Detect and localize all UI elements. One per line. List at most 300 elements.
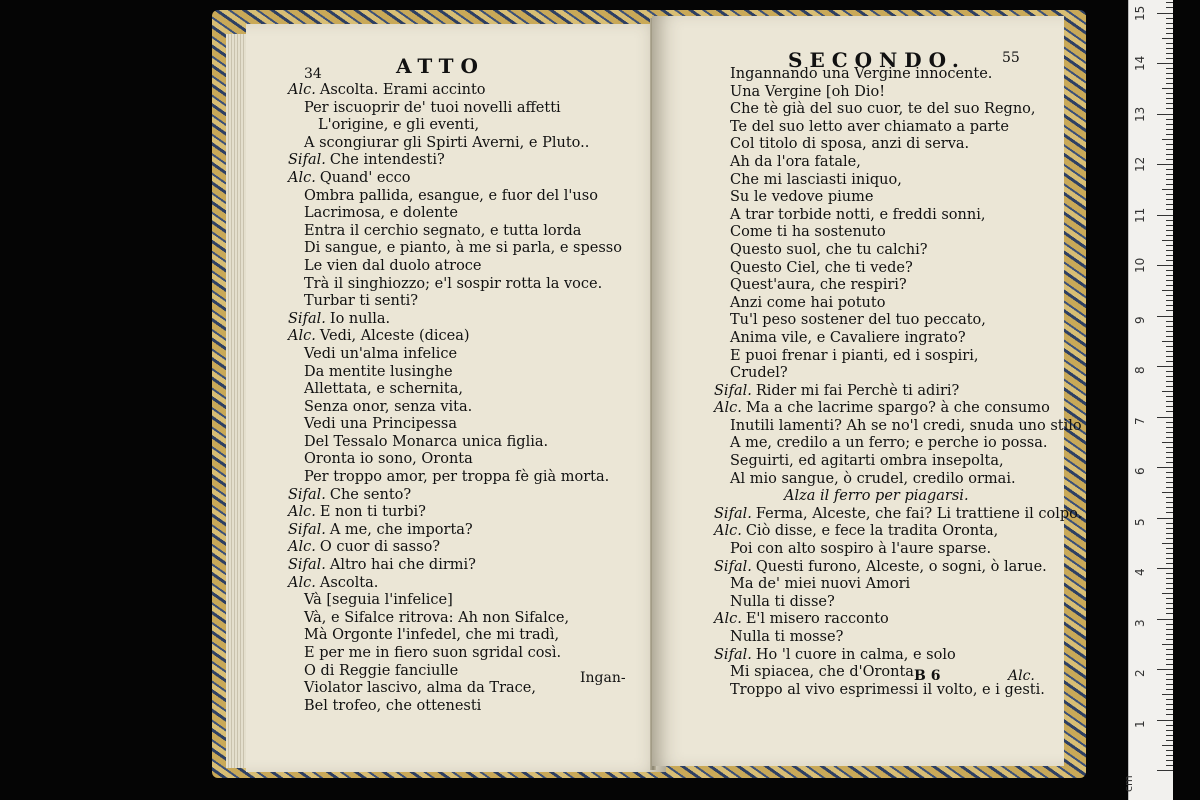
line-text: Alza il ferro per piagarsi. <box>784 488 969 505</box>
line-text: Mi spiacea, che d'Oronta <box>730 664 914 681</box>
speaker-label: Sifal. <box>288 310 326 327</box>
speaker-label: Alc. <box>714 523 742 540</box>
speaker-label: Alc. <box>288 169 316 186</box>
text-line <box>288 399 622 417</box>
ruler-tick <box>1166 33 1173 34</box>
speaker-label: Alc. <box>714 611 742 628</box>
text-line <box>288 416 622 434</box>
text-line <box>714 559 1082 577</box>
ruler-tick <box>1162 240 1173 241</box>
text-line <box>288 346 622 364</box>
text-line <box>714 453 1082 471</box>
text-line <box>714 629 1082 647</box>
ruler-tick <box>1157 316 1173 317</box>
text-line <box>288 469 622 487</box>
ruler-tick <box>1166 427 1173 428</box>
ruler-tick <box>1166 48 1173 49</box>
ruler-tick <box>1162 189 1173 190</box>
speaker-label: Sifal. <box>714 646 752 663</box>
ruler-tick <box>1166 714 1173 715</box>
line-text: Crudel? <box>730 365 788 382</box>
ruler-tick <box>1166 447 1173 448</box>
text-line <box>714 224 1082 242</box>
text-line <box>288 381 622 399</box>
line-text: Turbar ti senti? <box>304 293 419 310</box>
ruler-tick <box>1166 169 1173 170</box>
ruler-tick <box>1162 745 1173 746</box>
text-line <box>288 205 622 223</box>
line-text: Ascolta. <box>319 574 379 591</box>
text-line <box>714 435 1082 453</box>
ruler-tick <box>1166 659 1173 660</box>
ruler-tick <box>1166 204 1173 205</box>
ruler-tick <box>1157 265 1173 266</box>
text-line <box>714 84 1082 102</box>
text-line <box>714 594 1082 612</box>
line-text: Su le vedove piume <box>730 189 874 206</box>
ruler-tick <box>1166 255 1173 256</box>
text-line <box>714 400 1082 418</box>
ruler-tick <box>1157 13 1173 14</box>
ruler-tick <box>1166 184 1173 185</box>
line-text: Anzi come hai potuto <box>730 294 886 311</box>
speaker-label: Sifal. <box>714 505 752 522</box>
line-text: Quest'aura, che respiri? <box>730 277 907 294</box>
ruler-tick <box>1166 664 1173 665</box>
text-line <box>288 293 622 311</box>
ruler-tick <box>1166 381 1173 382</box>
ruler-number: 9 <box>1133 315 1147 324</box>
speaker-label: Alc. <box>714 400 742 417</box>
ruler-tick <box>1157 619 1173 620</box>
ruler-tick <box>1162 391 1173 392</box>
ruler-tick <box>1166 533 1173 534</box>
ruler-tick <box>1166 103 1173 104</box>
left-text-block <box>288 82 622 715</box>
ruler-tick <box>1166 18 1173 19</box>
line-text: Questi furono, Alceste, o sogni, ò larue. <box>755 558 1047 575</box>
ruler-tick <box>1166 245 1173 246</box>
text-line <box>288 258 622 276</box>
signature-mark: B 6 <box>914 668 941 684</box>
ruler-tick <box>1166 679 1173 680</box>
line-text: E non ti turbi? <box>319 504 426 521</box>
ruler-tick <box>1166 502 1173 503</box>
ruler-tick <box>1166 321 1173 322</box>
ruler-tick <box>1166 7 1173 8</box>
ruler-tick <box>1157 720 1173 721</box>
line-text: O cuor di sasso? <box>319 539 441 556</box>
ruler-tick <box>1166 386 1173 387</box>
ruler-tick <box>1166 250 1173 251</box>
text-line <box>288 152 622 170</box>
line-text: Poi con alto sospiro à l'aure sparse. <box>730 541 992 558</box>
ruler-tick <box>1157 164 1173 165</box>
line-text: Lacrimosa, e dolente <box>304 205 458 222</box>
ruler-number: 14 <box>1133 55 1147 71</box>
line-text: Senza onor, senza vita. <box>304 398 473 415</box>
ruler-tick <box>1166 538 1173 539</box>
line-text: Ma a che lacrime spargo? à che consumo <box>745 400 1050 417</box>
line-text: Che sento? <box>329 486 412 503</box>
right-page <box>652 16 1083 766</box>
text-line <box>288 135 622 153</box>
line-text: Và [seguia l'infelice] <box>304 592 453 609</box>
ruler-number: 8 <box>1133 366 1147 374</box>
line-text: Trà il singhiozzo; e'l sospir rotta la voce. <box>304 275 603 292</box>
ruler-tick <box>1166 310 1173 311</box>
ruler-tick <box>1166 674 1173 675</box>
line-text: Ho 'l cuore in calma, e solo <box>755 646 956 663</box>
line-text: Questo Ciel, che ti vede? <box>730 259 913 276</box>
speaker-label: Sifal. <box>288 486 326 503</box>
ruler-tick <box>1166 760 1173 761</box>
ruler-tick <box>1162 694 1173 695</box>
text-line <box>714 523 1082 541</box>
ruler-tick <box>1166 209 1173 210</box>
ruler-tick <box>1166 134 1173 135</box>
left-catchword: Ingan- <box>580 670 626 686</box>
ruler-tick <box>1166 523 1173 524</box>
ruler-tick <box>1166 654 1173 655</box>
text-line <box>288 487 622 505</box>
ruler-tick <box>1157 366 1173 367</box>
text-line <box>288 328 622 346</box>
ruler-number: 7 <box>1133 416 1147 425</box>
ruler-tick <box>1157 417 1173 418</box>
ruler-tick <box>1166 230 1173 231</box>
ruler-tick <box>1166 179 1173 180</box>
text-line <box>714 277 1082 295</box>
ruler-tick <box>1166 704 1173 705</box>
speaker-label: Alc. <box>288 82 316 98</box>
speaker-label: Alc. <box>288 328 316 345</box>
line-text: Per iscuoprir de' tuoi novelli affetti <box>304 99 561 116</box>
ruler-tick <box>1166 23 1173 24</box>
ruler-tick <box>1166 78 1173 79</box>
text-line <box>288 522 622 540</box>
line-text: E'l misero racconto <box>745 611 889 628</box>
ruler-tick <box>1166 457 1173 458</box>
line-text: Io nulla. <box>329 310 391 327</box>
ruler-tick <box>1157 568 1173 569</box>
ruler-tick <box>1166 285 1173 286</box>
ruler-tick <box>1166 709 1173 710</box>
line-text: A scongiurar gli Spirti Averni, e Pluto.. <box>304 134 590 151</box>
right-text-block <box>714 66 1082 699</box>
ruler-tick <box>1166 28 1173 29</box>
ruler-tick <box>1166 603 1173 604</box>
ruler-tick <box>1166 624 1173 625</box>
ruler-tick <box>1157 518 1173 519</box>
text-line <box>714 119 1082 137</box>
line-text: Questo suol, che tu calchi? <box>730 241 928 258</box>
line-text: Te del suo letto aver chiamato a parte <box>730 118 1009 135</box>
ruler-tick <box>1166 689 1173 690</box>
left-page-number: 34 <box>304 66 322 82</box>
ruler-tick <box>1166 270 1173 271</box>
ruler-number: 3 <box>1133 618 1147 627</box>
ruler-tick <box>1166 598 1173 599</box>
text-line <box>288 170 622 188</box>
ruler-tick <box>1166 750 1173 751</box>
ruler-tick <box>1166 755 1173 756</box>
text-line <box>714 295 1082 313</box>
ruler-tick <box>1166 73 1173 74</box>
text-line <box>714 611 1082 629</box>
text-line <box>714 154 1082 172</box>
right-catchword: Alc. <box>1008 668 1035 684</box>
left-running-head: ATTO <box>396 54 485 78</box>
ruler-tick <box>1166 406 1173 407</box>
ruler-tick <box>1166 588 1173 589</box>
text-line <box>288 539 622 557</box>
ruler-tick <box>1166 583 1173 584</box>
ruler-tick <box>1166 608 1173 609</box>
ruler-tick <box>1166 124 1173 125</box>
ruler-unit: cm <box>1122 775 1135 792</box>
ruler-number: 13 <box>1133 106 1147 122</box>
text-line <box>288 575 622 593</box>
text-line <box>714 136 1082 154</box>
line-text: Nulla ti mosse? <box>730 629 844 645</box>
text-line <box>714 647 1082 665</box>
text-line <box>714 488 1082 506</box>
ruler-tick <box>1162 139 1173 140</box>
ruler-tick <box>1157 467 1173 468</box>
ruler-tick <box>1162 88 1173 89</box>
text-line <box>714 189 1082 207</box>
ruler-tick <box>1162 341 1173 342</box>
text-line <box>714 312 1082 330</box>
line-text: Per troppo amor, per troppa fè già morta. <box>304 469 610 486</box>
ruler-tick <box>1166 331 1173 332</box>
text-line <box>288 627 622 645</box>
text-line <box>288 364 622 382</box>
ruler-tick <box>1166 98 1173 99</box>
ruler-tick <box>1166 634 1173 635</box>
ruler-tick <box>1166 346 1173 347</box>
text-line <box>288 592 622 610</box>
ruler-number: 1 <box>1133 719 1147 728</box>
ruler-tick <box>1166 401 1173 402</box>
line-text: Ciò disse, e fece la tradita Oronta, <box>745 523 999 540</box>
text-line <box>288 557 622 575</box>
line-text: Bel trofeo, che ottenesti <box>304 697 482 714</box>
ruler-tick <box>1162 290 1173 291</box>
text-line <box>288 117 622 135</box>
speaker-label: Sifal. <box>288 521 326 538</box>
speaker-label: Sifal. <box>288 152 326 169</box>
text-line <box>714 383 1082 401</box>
ruler-tick <box>1157 114 1173 115</box>
ruler-tick <box>1166 108 1173 109</box>
ruler-tick <box>1166 548 1173 549</box>
text-line <box>288 434 622 452</box>
ruler-tick <box>1166 235 1173 236</box>
line-text: Và, e Sifalce ritrova: Ah non Sifalce, <box>304 609 570 626</box>
line-text: Violator lascivo, alma da Trace, <box>304 680 536 697</box>
line-text: Che mi lasciasti iniquo, <box>730 171 902 188</box>
ruler-tick <box>1166 371 1173 372</box>
ruler-number: 5 <box>1133 517 1147 526</box>
ruler-tick <box>1166 512 1173 513</box>
ruler-tick <box>1166 437 1173 438</box>
ruler-tick <box>1166 649 1173 650</box>
text-line <box>714 242 1082 260</box>
ruler-tick <box>1166 528 1173 529</box>
ruler-tick <box>1166 58 1173 59</box>
line-text: Col titolo di sposa, anzi di serva. <box>730 136 970 153</box>
ruler-number: 12 <box>1133 156 1147 172</box>
text-line <box>714 348 1082 366</box>
line-text: Ah da l'ora fatale, <box>730 153 861 170</box>
text-line <box>714 330 1082 348</box>
ruler-tick <box>1166 149 1173 150</box>
text-line <box>288 223 622 241</box>
ruler-tick <box>1166 507 1173 508</box>
text-line <box>288 645 622 663</box>
line-text: Che intendesti? <box>329 152 445 169</box>
line-text: Ascolta. Erami accinto <box>319 82 486 98</box>
text-line <box>288 663 622 681</box>
speaker-label: Alc. <box>288 504 316 521</box>
ruler-number: 15 <box>1133 5 1147 21</box>
line-text: Le vien dal duolo atroce <box>304 257 482 274</box>
ruler-tick <box>1166 83 1173 84</box>
text-line <box>714 172 1082 190</box>
ruler-tick <box>1166 275 1173 276</box>
ruler-tick <box>1162 644 1173 645</box>
line-text: A me, che importa? <box>329 521 473 538</box>
text-line <box>714 418 1082 436</box>
ruler-tick <box>1166 376 1173 377</box>
line-text: Come ti ha sostenuto <box>730 224 886 241</box>
ruler-tick <box>1166 225 1173 226</box>
text-line <box>288 188 622 206</box>
line-text: Di sangue, e pianto, à me si parla, e spesso <box>304 240 622 257</box>
ruler-tick <box>1166 487 1173 488</box>
ruler-tick <box>1157 63 1173 64</box>
line-text: Da mentite lusinghe <box>304 363 453 380</box>
text-line <box>714 207 1082 225</box>
ruler-tick <box>1166 361 1173 362</box>
text-line <box>714 365 1082 383</box>
measuring-ruler <box>1122 0 1173 800</box>
line-text: E per me in fiero suon sgridal così. <box>304 645 562 661</box>
speaker-label: Sifal. <box>714 558 752 575</box>
ruler-tick <box>1166 68 1173 69</box>
text-line <box>714 101 1082 119</box>
ruler-tick <box>1166 300 1173 301</box>
ruler-tick <box>1166 558 1173 559</box>
right-page-number: 55 <box>1002 50 1020 66</box>
ruler-tick <box>1166 119 1173 120</box>
ruler-tick <box>1166 53 1173 54</box>
ruler-tick <box>1166 613 1173 614</box>
line-text: Mà Orgonte l'infedel, che mi tradì, <box>304 627 560 644</box>
ruler-tick <box>1166 305 1173 306</box>
ruler-tick <box>1166 422 1173 423</box>
line-text: A me, credilo a un ferro; e perche io possa. <box>730 435 1048 452</box>
speaker-label: Sifal. <box>288 557 326 574</box>
line-text: Allettata, e schernita, <box>304 381 463 398</box>
line-text: Ferma, Alceste, che fai? Li trattiene il colpo. <box>755 505 1083 522</box>
line-text: Inutili lamenti? Ah se no'l credi, snuda uno stilo <box>730 417 1082 434</box>
text-line <box>714 682 1082 700</box>
ruler-tick <box>1166 280 1173 281</box>
ruler-tick <box>1162 492 1173 493</box>
ruler-tick <box>1166 260 1173 261</box>
ruler-tick <box>1166 765 1173 766</box>
line-text: Vedi una Principessa <box>304 416 457 433</box>
ruler-tick <box>1166 497 1173 498</box>
line-text: Nulla ti disse? <box>730 593 835 610</box>
line-text: A trar torbide notti, e freddi sonni, <box>730 206 986 223</box>
ruler-tick <box>1166 432 1173 433</box>
line-text: Troppo al vivo esprimessi il volto, e i gesti. <box>730 681 1045 698</box>
text-line <box>714 66 1082 84</box>
text-line <box>288 680 622 698</box>
ruler-tick <box>1157 215 1173 216</box>
ruler-tick <box>1166 639 1173 640</box>
ruler-tick <box>1166 735 1173 736</box>
ruler-number: 11 <box>1133 207 1147 223</box>
text-line <box>714 260 1082 278</box>
speaker-label: Alc. <box>288 539 316 556</box>
line-text: E puoi frenar i pianti, ed i sospiri, <box>730 347 979 364</box>
line-text: Oronta io sono, Oronta <box>304 451 473 468</box>
line-text: Che tè già del suo cuor, te del suo Regno, <box>730 101 1036 118</box>
ruler-tick <box>1166 144 1173 145</box>
ruler-tick <box>1162 543 1173 544</box>
ruler-tick <box>1162 38 1173 39</box>
ruler-tick <box>1166 129 1173 130</box>
text-line <box>714 506 1082 524</box>
line-text: L'origine, e gli eventi, <box>318 117 480 134</box>
line-text: Ma de' miei nuovi Amori <box>730 576 911 593</box>
line-text: Ombra pallida, esangue, e fuor del l'uso <box>304 187 598 204</box>
ruler-tick <box>1166 563 1173 564</box>
text-line <box>714 541 1082 559</box>
text-line <box>288 504 622 522</box>
line-text: Anima vile, e Cavaliere ingrato? <box>730 329 966 346</box>
ruler-number: 2 <box>1133 669 1147 677</box>
ruler-tick <box>1166 684 1173 685</box>
ruler-tick <box>1157 669 1173 670</box>
line-text: Tu'l peso sostener del tuo peccato, <box>730 312 986 329</box>
text-line <box>714 576 1082 594</box>
ruler-tick <box>1166 154 1173 155</box>
line-text: Del Tessalo Monarca unica figlia. <box>304 433 549 450</box>
text-line <box>288 100 622 118</box>
ruler-tick <box>1166 452 1173 453</box>
line-text: Seguirti, ed agitarti ombra insepolta, <box>730 453 1004 470</box>
ruler-tick <box>1166 553 1173 554</box>
ruler-tick <box>1166 194 1173 195</box>
ruler-tick <box>1166 482 1173 483</box>
ruler-tick <box>1166 740 1173 741</box>
ruler-tick <box>1166 2 1173 3</box>
line-text: Vedi un'alma infelice <box>304 345 458 362</box>
ruler-tick <box>1166 174 1173 175</box>
text-line <box>288 82 622 100</box>
line-text: Quand' ecco <box>319 169 411 186</box>
ruler-tick <box>1166 159 1173 160</box>
ruler-tick <box>1166 725 1173 726</box>
ruler-tick <box>1166 629 1173 630</box>
line-text: Vedi, Alceste (dicea) <box>319 328 470 345</box>
